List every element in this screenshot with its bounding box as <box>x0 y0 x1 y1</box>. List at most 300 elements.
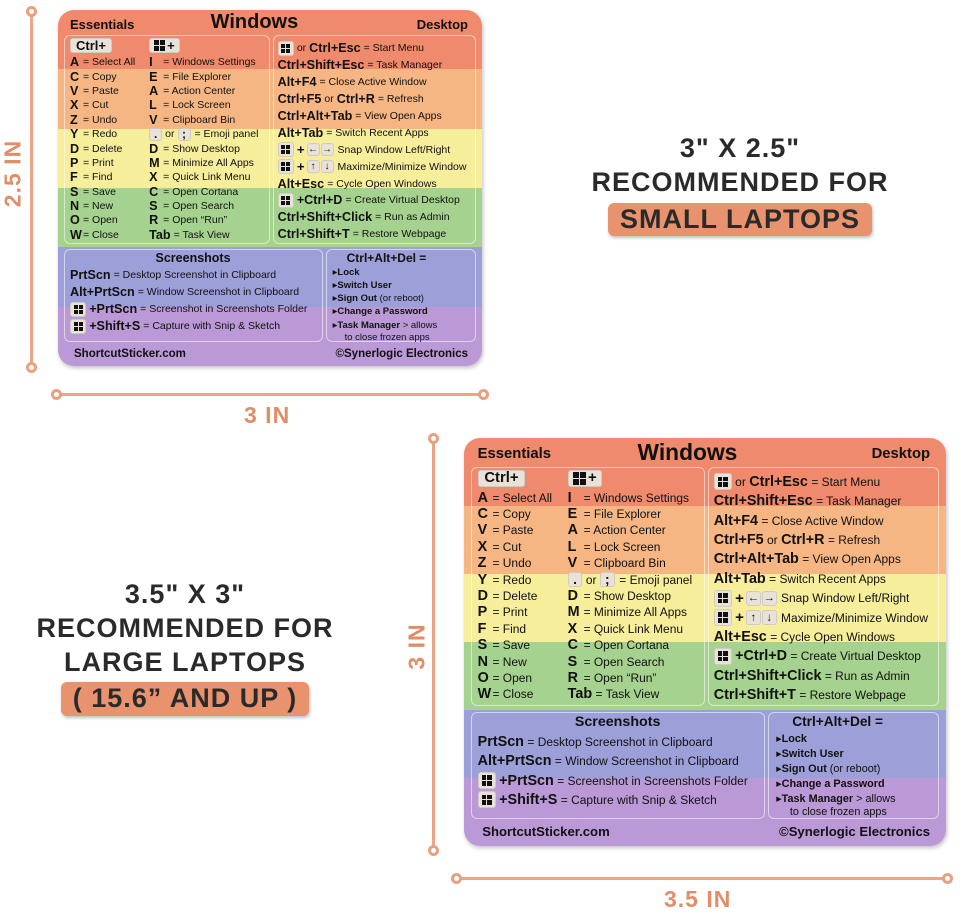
desktop-shortcut-row <box>714 647 928 666</box>
ctrl-shortcut-row <box>478 555 552 571</box>
ctrl-shortcut-row <box>70 113 135 127</box>
shortcut-key: V <box>567 555 578 572</box>
large-width-guide-left-dot <box>451 873 462 884</box>
ctrl-alt-del-tail: to close frozen apps <box>789 806 887 819</box>
ctrl-key-cap <box>70 38 112 53</box>
win-shortcut-row <box>568 539 693 555</box>
shortcut-key: Y <box>70 127 79 142</box>
ctrl-alt-del-option <box>776 761 895 776</box>
shortcut-key: +PrtScn <box>499 772 554 789</box>
ctrl-shortcut-row <box>478 621 552 637</box>
option-extra: (or reboot) <box>376 293 424 305</box>
windows-logo-icon <box>573 472 586 485</box>
small-width-guide-line <box>58 393 483 396</box>
or-text: or <box>767 533 778 547</box>
shortcut-key: E <box>567 505 578 522</box>
shortcut-description: = Find <box>492 621 527 636</box>
small-width-guide-right-dot <box>478 389 489 400</box>
ctrl-shortcut-row <box>70 69 135 83</box>
shortcut-description: = Capture with Snip & Sketch <box>560 792 717 807</box>
shortcut-key: C <box>149 184 159 199</box>
win-shortcut-row <box>149 156 258 170</box>
shortcut-key: M <box>567 604 580 621</box>
small-caption-recommended: RECOMMENDED FOR <box>591 166 889 197</box>
large-caption-laptops: LARGE LAPTOPS <box>63 646 307 677</box>
desktop-shortcut-row <box>714 530 928 549</box>
shortcut-key: . <box>153 127 158 142</box>
shortcut-description: Maximize/Minimize Window <box>780 610 928 625</box>
shortcut-key: Alt+PrtScn <box>70 285 135 300</box>
ctrl-alt-del-option <box>333 266 438 279</box>
windows-logo-icon <box>281 162 290 171</box>
large-width-label: 3.5 IN <box>664 886 732 912</box>
shortcut-key: Ctrl+R <box>781 532 825 548</box>
windows-key-icon <box>278 193 294 208</box>
small-caption <box>560 132 920 236</box>
option-label: ▸Change a Password <box>776 778 885 791</box>
shortcut-key: D <box>477 587 489 604</box>
shortcut-description: = Restore Webpage <box>352 228 447 241</box>
shortcut-description: = Minimize All Apps <box>163 156 254 169</box>
desktop-shortcut-row <box>714 569 928 588</box>
windows-logo-icon <box>154 40 165 51</box>
shortcut-description: = Print <box>83 156 114 169</box>
shortcut-key: Ctrl+R <box>336 92 375 107</box>
shortcut-description: = Refresh <box>827 533 881 547</box>
shortcut-description: = Start Menu <box>363 42 425 55</box>
desktop-shortcut-row <box>714 550 928 569</box>
ctrl-key-cap <box>478 470 526 487</box>
shortcut-key: Ctrl+Esc <box>309 41 361 56</box>
shortcut-description: = Redo <box>492 572 532 587</box>
shortcut-description: = Lock Screen <box>163 99 231 112</box>
shortcut-description: = Switch Recent Apps <box>326 126 429 139</box>
shortcut-key: PrtScn <box>477 733 524 750</box>
ctrl-alt-del-tail: to close frozen apps <box>344 331 430 343</box>
plus-text: + <box>735 609 744 626</box>
shortcut-key: C <box>477 505 489 522</box>
large-height-guide-line <box>432 440 435 850</box>
shortcut-description: = Open Search <box>583 654 665 669</box>
shortcut-key: X <box>477 538 488 555</box>
option-label: ▸Task Manager <box>332 319 401 331</box>
shortcut-description: = Open Search <box>163 200 235 213</box>
shortcut-key: Tab <box>567 686 593 703</box>
shortcut-key: +Ctrl+D <box>296 193 343 208</box>
shortcut-description: = Task View <box>595 687 660 702</box>
shortcut-key: F <box>477 620 487 637</box>
win-shortcut-row <box>568 588 693 604</box>
arrow-key-icon: ↓ <box>321 160 334 173</box>
shortcut-key: W <box>70 227 82 242</box>
shortcut-description: = View Open Apps <box>802 552 901 567</box>
shortcut-description: = Copy <box>83 70 117 83</box>
plus-text: + <box>296 159 305 175</box>
shortcut-key: Alt+Tab <box>713 570 766 587</box>
windows-key-icon <box>70 319 86 334</box>
shortcut-key: +Shift+S <box>89 319 141 334</box>
ctrl-shortcut-list <box>478 489 552 702</box>
win-shortcut-row <box>149 185 258 199</box>
shortcut-description: = Select All <box>492 490 553 505</box>
shortcut-key: Ctrl+Alt+Tab <box>713 551 799 568</box>
shortcut-description: = Cycle Open Windows <box>770 629 895 644</box>
shortcut-key: M <box>149 155 160 170</box>
ctrl-key-label: Ctrl+ <box>484 470 519 487</box>
sticker-content <box>58 10 482 366</box>
large-height-label: 3 IN <box>403 623 430 670</box>
shortcut-description: = Delete <box>83 142 123 155</box>
windows-key-icon <box>714 648 732 665</box>
shortcut-description: = Undo <box>83 113 118 126</box>
ctrl-shortcut-row <box>478 571 552 587</box>
ctrl-shortcut-row <box>478 604 552 620</box>
plus-text: + <box>296 142 305 158</box>
desktop-shortcut-row <box>714 588 928 607</box>
large-size-badge: ( 15.6” AND UP ) <box>61 682 310 716</box>
ctrl-shortcut-row <box>478 670 552 686</box>
ctrl-shortcut-row <box>70 84 135 98</box>
shortcut-description: = Redo <box>83 128 118 141</box>
shortcut-description: = Task Manager <box>367 59 443 72</box>
shortcut-description: = Open “Run” <box>583 670 657 685</box>
shortcut-description: = File Explorer <box>163 70 232 83</box>
shortcut-description: = Capture with Snip & Sketch <box>143 320 281 333</box>
shortcut-key: Ctrl+Alt+Tab <box>277 109 353 123</box>
large-width-guide-line <box>458 877 948 880</box>
shortcut-key: Tab <box>149 227 171 242</box>
arrow-key-icon: ← <box>308 144 319 156</box>
shortcut-key: D <box>149 141 159 156</box>
win-shortcut-row <box>149 170 258 184</box>
option-label: ▸Sign Out <box>776 763 827 776</box>
small-height-label: 2.5 IN <box>0 139 26 208</box>
shortcut-description: = Clipboard Bin <box>163 113 236 126</box>
semicolon-key-cap <box>178 128 191 141</box>
shortcut-description: = Run as Admin <box>824 668 910 683</box>
shortcut-key: F <box>70 170 78 185</box>
desktop-shortcut-row <box>714 511 928 530</box>
windows-key-icon <box>714 590 732 607</box>
ctrl-shortcut-row <box>70 156 135 170</box>
windows-key-icon <box>70 302 86 317</box>
win-shortcut-row <box>568 522 693 538</box>
windows-logo-icon <box>718 593 728 603</box>
ctrl-shortcut-row <box>478 489 552 505</box>
small-width-label: 3 IN <box>244 402 291 428</box>
ctrl-shortcut-row <box>70 213 135 227</box>
shortcut-key: O <box>70 213 80 228</box>
ctrl-shortcut-row <box>70 199 135 213</box>
screenshot-shortcut-row <box>70 301 307 318</box>
desktop-shortcut-row <box>278 192 467 209</box>
arrow-key-icon: ← <box>747 592 760 605</box>
win-shortcut-row <box>149 213 258 227</box>
win-shortcut-row <box>568 670 693 686</box>
shortcut-description: Snap Window Left/Right <box>780 591 910 606</box>
windows-logo-icon <box>482 795 492 805</box>
win-shortcut-row <box>568 686 693 702</box>
ctrl-shortcut-row <box>478 506 552 522</box>
shortcut-description: = New <box>83 200 114 213</box>
win-shortcut-row <box>568 604 693 620</box>
shortcut-description: = Emoji panel <box>619 572 693 587</box>
shortcut-key: W <box>477 686 492 703</box>
windows-logo-icon <box>281 196 290 205</box>
shortcut-key: Ctrl+F5 <box>713 532 764 548</box>
win-shortcut-row <box>568 621 693 637</box>
win-shortcut-row <box>149 127 258 141</box>
win-shortcut-row <box>568 489 693 505</box>
win-shortcut-row <box>568 571 693 587</box>
desktop-shortcut-row <box>278 57 467 74</box>
shortcut-key: L <box>567 538 577 555</box>
shortcut-description: Maximize/Minimize Window <box>337 160 467 173</box>
ctrl-shortcut-row <box>70 127 135 141</box>
or-text: or <box>324 93 334 106</box>
shortcut-key: Alt+PrtScn <box>477 753 552 770</box>
shortcut-key: P <box>70 155 79 170</box>
ctrl-shortcut-row <box>478 539 552 555</box>
shortcut-key: X <box>149 170 158 185</box>
shortcut-description: = Close <box>492 687 534 702</box>
shortcut-key: V <box>477 522 488 539</box>
win-shortcut-row <box>568 637 693 653</box>
shortcut-key: D <box>70 141 80 156</box>
desktop-shortcut-row <box>278 141 467 158</box>
shortcut-key: Ctrl+Shift+T <box>713 687 796 703</box>
ctrl-alt-del-option <box>776 776 895 791</box>
shortcut-description: = Quick Link Menu <box>583 621 684 636</box>
small-shortcut-sticker <box>58 10 482 366</box>
ctrl-shortcut-row <box>70 98 135 112</box>
large-width-guide-right-dot <box>942 873 953 884</box>
desktop-shortcut-row <box>278 226 467 243</box>
shortcut-key: +Shift+S <box>499 791 558 808</box>
desktop-shortcut-row <box>714 627 928 646</box>
large-caption <box>15 578 355 716</box>
shortcut-description: = Delete <box>492 588 538 603</box>
shortcut-key: S <box>149 199 158 214</box>
win-shortcut-list <box>149 55 258 242</box>
shortcut-description: = Print <box>492 605 528 620</box>
windows-key-icon <box>714 609 732 626</box>
option-extra: (or reboot) <box>826 762 881 775</box>
shortcut-key: C <box>567 637 578 654</box>
shortcut-key: Alt+Tab <box>277 125 324 140</box>
shortcut-key: Alt+Esc <box>713 628 767 645</box>
windows-heading: Windows <box>210 11 299 33</box>
small-width-guide-left-dot <box>51 389 62 400</box>
ctrl-shortcut-row <box>70 55 135 69</box>
large-height-guide-top-dot <box>428 433 439 444</box>
small-laptops-badge: SMALL LAPTOPS <box>608 203 872 237</box>
ctrl-shortcut-row <box>70 141 135 155</box>
shortcut-description: = Screenshot in Screenshots Folder <box>557 773 748 788</box>
shortcut-key: Alt+Esc <box>277 176 325 191</box>
shortcut-description: = Close Active Window <box>319 76 427 89</box>
shortcut-description: = Restore Webpage <box>799 688 906 702</box>
screenshot-shortcut-row <box>70 284 307 301</box>
small-caption-size: 3" X 2.5" <box>679 133 801 163</box>
shortcut-key: Alt+F4 <box>713 512 759 529</box>
shortcut-description: = Run as Admin <box>375 211 450 224</box>
shortcut-key: Ctrl+Shift+Esc <box>277 58 365 73</box>
shortcut-key: V <box>149 112 158 127</box>
ctrl-alt-del-option <box>333 292 438 305</box>
or-text: or <box>165 128 175 141</box>
ctrl-shortcut-list <box>70 55 135 242</box>
shortcut-key: N <box>70 199 80 214</box>
shortcut-description: = Paste <box>492 523 534 538</box>
arrow-key-icon: ↑ <box>746 610 761 625</box>
windows-key-icon <box>278 142 294 157</box>
desktop-shortcut-row <box>278 124 467 141</box>
shortcut-description: = Window Screenshot in Clipboard <box>554 754 739 769</box>
ctrl-alt-del-option <box>333 318 438 331</box>
desktop-shortcut-row <box>714 472 928 491</box>
plus-text: + <box>735 589 744 607</box>
shortcut-key: Ctrl+Shift+T <box>277 227 350 242</box>
shortcut-description: = Select All <box>83 56 136 69</box>
option-label: ▸Switch User <box>332 280 392 292</box>
small-height-guide-bottom-dot <box>26 362 37 373</box>
footer-website: ShortcutSticker.com <box>74 348 186 360</box>
shortcut-description: = Find <box>83 171 113 184</box>
shortcut-description: = Show Desktop <box>163 142 240 155</box>
shortcut-description: = Open “Run” <box>163 214 228 227</box>
shortcut-key: O <box>477 669 489 686</box>
screenshots-heading: Screenshots <box>574 713 661 730</box>
shortcut-key: A <box>477 489 489 506</box>
shortcut-key: A <box>567 522 578 539</box>
screenshot-shortcut-list <box>478 732 748 810</box>
desktop-shortcut-row <box>278 40 467 57</box>
option-label: ▸Task Manager <box>776 793 854 806</box>
shortcut-key: +PrtScn <box>89 302 138 317</box>
shortcut-description: = Switch Recent Apps <box>769 571 886 586</box>
ctrl-shortcut-row <box>478 653 552 669</box>
windows-logo-icon <box>718 477 728 487</box>
windows-logo-icon <box>74 322 83 331</box>
desktop-shortcut-row <box>278 108 467 125</box>
shortcut-key: S <box>70 184 79 199</box>
shortcut-key: X <box>567 620 578 637</box>
win-shortcut-row <box>149 113 258 127</box>
desktop-shortcut-row <box>278 74 467 91</box>
ctrl-shortcut-row <box>70 228 135 242</box>
win-key-cap <box>568 470 603 487</box>
arrow-key-icon: ↓ <box>762 610 777 625</box>
windows-key-icon <box>478 772 496 789</box>
essentials-heading: Essentials <box>70 17 135 32</box>
ctrl-shortcut-row <box>70 185 135 199</box>
shortcut-description: = Window Screenshot in Clipboard <box>137 286 300 299</box>
shortcut-description: = Refresh <box>377 93 424 106</box>
shortcut-description: = New <box>492 654 527 669</box>
shortcut-key: R <box>567 669 578 686</box>
desktop-heading: Desktop <box>871 445 931 462</box>
shortcut-description: = Copy <box>492 506 531 521</box>
small-height-guide-line <box>30 12 33 370</box>
win-shortcut-list <box>568 489 693 702</box>
large-height-guide-bottom-dot <box>428 845 439 856</box>
shortcut-key: P <box>477 604 488 621</box>
ctrl-shortcut-row <box>70 170 135 184</box>
arrow-key-icon: → <box>763 592 775 605</box>
shortcut-key: I <box>149 55 153 70</box>
or-text: or <box>585 572 597 587</box>
ctrl-alt-del-option <box>776 746 895 761</box>
screenshots-heading: Screenshots <box>155 250 231 265</box>
shortcut-description: = Clipboard Bin <box>583 556 666 571</box>
shortcut-description: = Cycle Open Windows <box>327 177 437 190</box>
period-key-cap <box>149 128 162 141</box>
shortcut-description: = Cut <box>83 99 109 112</box>
windows-logo-icon <box>74 305 83 314</box>
shortcut-key: . <box>573 572 577 588</box>
desktop-shortcut-row <box>714 685 928 704</box>
ctrl-shortcut-row <box>478 588 552 604</box>
shortcut-description: = Start Menu <box>811 474 881 489</box>
ctrl-alt-del-options <box>776 731 895 821</box>
shortcut-description: = Minimize All Apps <box>583 605 688 620</box>
windows-key-icon <box>278 159 294 174</box>
ctrl-alt-del-heading: Ctrl+Alt+Del = <box>792 713 884 729</box>
screenshot-shortcut-row <box>478 790 748 809</box>
shortcut-key: Alt+F4 <box>277 75 317 90</box>
win-shortcut-row <box>149 228 258 242</box>
shortcut-key: A <box>149 83 159 98</box>
shortcut-description: = Quick Link Menu <box>163 171 251 184</box>
option-label: ▸Switch User <box>776 748 844 761</box>
win-shortcut-row <box>149 69 258 83</box>
desktop-shortcut-list <box>714 472 928 705</box>
shortcut-description: = Action Center <box>163 84 236 97</box>
shortcut-key: Y <box>477 571 488 588</box>
shortcut-description: = Open <box>492 670 533 685</box>
shortcut-description: = Show Desktop <box>583 588 672 603</box>
large-caption-recommended: RECOMMENDED FOR <box>36 612 334 643</box>
ctrl-alt-del-heading: Ctrl+Alt+Del = <box>346 250 427 265</box>
shortcut-description: = Save <box>492 638 531 653</box>
desktop-shortcut-list <box>278 40 467 243</box>
win-plus-label: + <box>587 470 597 487</box>
shortcut-key: Ctrl+Esc <box>749 473 808 490</box>
windows-heading: Windows <box>637 439 738 466</box>
windows-key-icon <box>278 41 294 56</box>
or-text: or <box>735 474 746 489</box>
shortcut-key: +Ctrl+D <box>735 648 788 665</box>
desktop-shortcut-row <box>714 666 928 685</box>
shortcut-key: X <box>70 98 79 113</box>
shortcut-description: = Close <box>83 228 119 241</box>
shortcut-key: S <box>477 637 488 654</box>
shortcut-description: = Emoji panel <box>194 128 259 141</box>
shortcut-description: = Paste <box>83 84 119 97</box>
win-plus-label: + <box>167 38 175 53</box>
ctrl-alt-del-option <box>333 279 438 292</box>
shortcut-description: = Undo <box>492 556 532 571</box>
shortcut-key: S <box>567 653 578 670</box>
footer-copyright: ©Synerlogic Electronics <box>779 824 931 840</box>
small-height-guide-top-dot <box>26 6 37 17</box>
shortcut-description: = View Open Apps <box>355 110 442 122</box>
win-shortcut-row <box>149 199 258 213</box>
shortcut-description: = Task Manager <box>816 494 902 509</box>
win-shortcut-row <box>568 653 693 669</box>
windows-key-icon <box>714 473 732 490</box>
